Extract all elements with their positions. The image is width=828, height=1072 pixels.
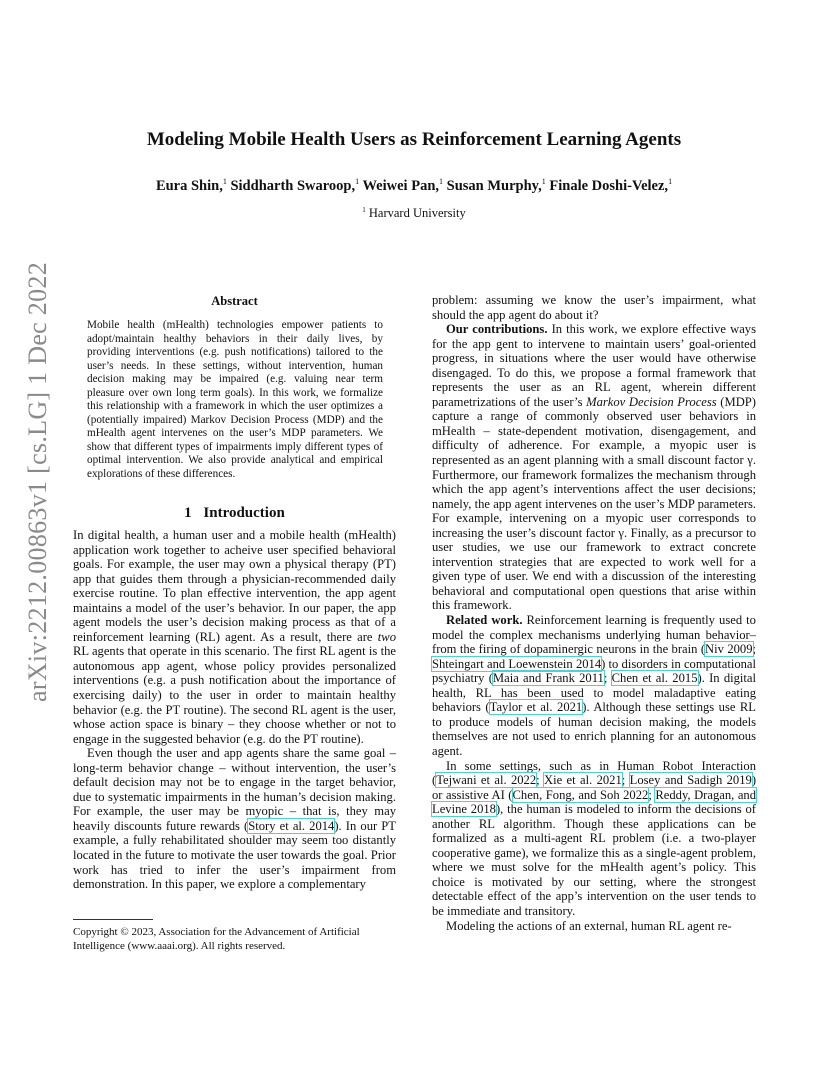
author-name: Weiwei Pan,: [362, 178, 440, 194]
left-column-body: [73, 528, 396, 892]
section-heading-introduction: [73, 505, 396, 522]
text-run: In this work, we explore effective ways for the app gent to intervene to maintain users’ goal-oriented progress, in situations where the user would have otherwise disengaged. To do this, we propose a formal framework that represents the user as an RL agent, wherein different parametrizations of the user’s: [432, 322, 756, 409]
section-number: 1: [184, 505, 192, 521]
affiliation: [0, 206, 828, 221]
citation-link[interactable]: Taylor et al. 2021: [489, 700, 583, 715]
author-name: Siddharth Swaroop,: [230, 178, 356, 194]
abstract-heading: Abstract: [211, 294, 258, 308]
text-run: ), the human is modeled to inform the decisions of another RL algorithm. Though these applications can be formalized as a multi-agent RL problem (i.e. a two-player cooperative game), we formalize this as a single-agent problem, where we must solve for the mHealth agent’s policy. This choice is motivated by our setting, where the strongest detectable effect of the app’s intervention on the user tends to be immediate and transitory.: [432, 802, 756, 918]
citation-link[interactable]: Shteingart and Loewenstein 2014: [432, 656, 602, 671]
affiliation-mark: 1: [222, 177, 227, 186]
arxiv-sidebar-id: arXiv:2212.00863v1 [cs.LG] 1 Dec 2022: [23, 261, 52, 702]
body-paragraph: [432, 759, 756, 919]
emphasis: Markov Decision Process: [586, 394, 717, 409]
contributions-paragraph: [432, 322, 756, 613]
citation-link[interactable]: Reddy, Dragan, and Levine 2018: [432, 787, 756, 817]
author-name: Susan Murphy,: [446, 178, 542, 194]
intro-paragraph: [73, 528, 396, 746]
runin-heading: Our contributions.: [446, 322, 548, 337]
citation-link[interactable]: Maia and Frank 2011: [492, 671, 604, 686]
text-run: ;: [752, 642, 757, 657]
author-list: [0, 177, 828, 195]
runin-heading: Related work.: [446, 613, 523, 628]
related-work-paragraph: [432, 613, 756, 758]
right-column-body: [432, 293, 756, 933]
text-run: ;: [536, 773, 545, 788]
text-run: Reinforcement learning is frequently used to model the complex mechanisms underlying human behavior– from the firing of dopaminergic neurons in the brain (: [432, 613, 756, 657]
text-run: ;: [603, 671, 612, 686]
affiliation-mark: 1: [541, 177, 546, 186]
text-run: ). In digital health, RL has been used to model maladaptive eating behaviors (: [432, 671, 757, 715]
text-run: ) to disorders in computational psychiatry (: [432, 656, 757, 686]
text-run: ). Although these settings use RL to produce models of human decision making, the models themselves are not used to enrich planning for an autonomous agent.: [432, 700, 756, 758]
text-run: ;: [621, 773, 630, 788]
affiliation-mark: 1: [355, 177, 360, 186]
text-run: ). In our PT example, a fully rehabilitated shoulder may seem too distantly located in the future to motivate the user towards the goal. Prior work has tried to infer the user’s impairment from demonstration. In this paper, we explore a complementary: [73, 818, 397, 892]
copyright-footnote: Copyright © 2023, Association for the Advancement of Artificial Intelligence (www.aaai.org). All rights reserved.: [73, 926, 360, 952]
paper-title: Modeling Mobile Health Users as Reinforcement Learning Agents: [146, 129, 682, 150]
affiliation-name: Harvard University: [368, 206, 466, 220]
text-run: In some settings, such as in Human Robot Interaction (: [432, 758, 756, 788]
text-run: (MDP) capture a range of commonly observed user behaviors in mHealth – state-dependent motivation, disengagement, and difficulty of adherence. For example, a myopic user is represented as an agent planning with a small discount factor γ. Furthermore, our framework formalizes the mechanism through which the app agent’s interventions affect the user decisions; namely, the app agent intervenes on the user’s MDP parameters. For example, intervening on a myopic user corresponds to increasing the user’s discount factor γ. Finally, as a precursor to user studies, we use our framework to extract concrete intervention strategies that are expected to work well for a given type of user. We end with a discussion of the interesting behavioral and computational open questions that arise within this framework.: [432, 394, 756, 613]
emphasis: two: [377, 629, 396, 644]
citation-link[interactable]: Xie et al. 2021: [544, 773, 622, 788]
text-run: In digital health, a human user and a mobile health (mHealth) application work together to acheive user specified behavioral goals. For example, the user may own a physical therapy (PT) app that guides them through a physician-recommended daily exercise routine. To plan effective intervention, the app agent maintains a model of the user’s behavior. In our paper, the app agent models the user’s decision making process as that of a reinforcement learning (RL) agent. As a result, there are: [73, 528, 396, 644]
text-run: Even though the user and app agents share the same goal – long-term behavior change – without intervention, the user’s default decision may not be to engage in the target behavior, due to systematic impairments in the human’s decision making. For example, the user may be myopic – that is, they may heavily discounts future rewards (: [73, 746, 396, 833]
affiliation-mark: 1: [668, 177, 673, 186]
text-run: ) or assistive AI (: [432, 773, 757, 802]
citation-link[interactable]: Story et al. 2014: [248, 818, 335, 833]
citation-link[interactable]: Losey and Sadigh 2019: [629, 773, 752, 788]
body-paragraph: Modeling the actions of an external, human RL agent re-: [446, 918, 732, 933]
text-run: RL agents that operate in this scenario. The first RL agent is the autonomous app agent, whose policy provides personalized interventions (e.g. a push notification about the importance of exercising daily) to the user in order to maintain healthy behavior (e.g. the PT routine). The second RL agent is the user, whose action space is binary – they choose whether or not to engage in the suggested behavior (e.g. do the PT routine).: [73, 644, 396, 746]
author-name: Eura Shin,: [155, 178, 223, 194]
abstract-body: Mobile health (mHealth) technologies empower patients to adopt/maintain healthy behaviors in their daily lives, by providing interventions (e.g. push notifications) tailored to the user’s needs. In these settings, without intervention, human decision making may be impaired (e.g. valuing near term pleasure over own long term goals). In this work, we formalize this relationship with a framework in which the user optimizes a (potentially impaired) Markov Decision Process (MDP) and the mHealth agent intervenes on the user’s MDP parameters. We show that different types of impairments imply different types of optimal intervention. We also provide analytical and empirical explorations of these differences.: [87, 319, 383, 480]
text-run: ;: [648, 787, 656, 802]
citation-link[interactable]: Niv 2009: [705, 642, 753, 657]
affiliation-mark: 1: [362, 206, 366, 214]
section-title: Introduction: [203, 505, 285, 521]
citation-link[interactable]: Tejwani et al. 2022: [436, 773, 537, 788]
body-paragraph: problem: assuming we know the user’s impairment, what should the app agent do about it?: [432, 293, 756, 322]
citation-link[interactable]: Chen et al. 2015: [611, 671, 698, 686]
citation-link[interactable]: Chen, Fong, and Soh 2022: [512, 787, 649, 802]
author-name: Finale Doshi-Velez,: [549, 178, 669, 194]
intro-paragraph: [73, 746, 396, 891]
footnote-divider: [73, 919, 153, 920]
affiliation-mark: 1: [439, 177, 444, 186]
